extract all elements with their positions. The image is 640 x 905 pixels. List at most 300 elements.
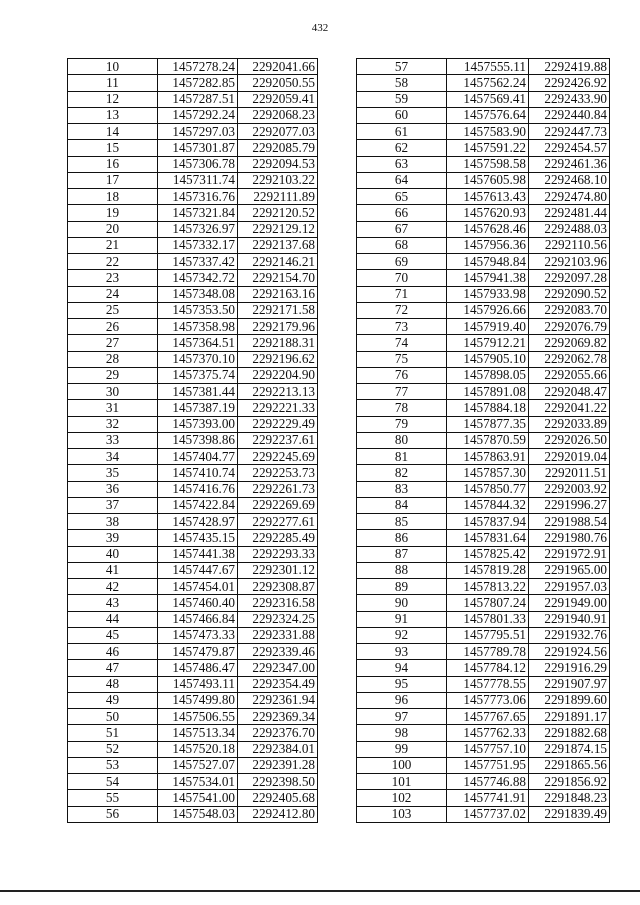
- point-number-cell: 40: [68, 546, 158, 562]
- x-coordinate-cell: 1457316.76: [158, 189, 238, 205]
- point-number-cell: 96: [357, 692, 447, 708]
- y-coordinate-cell: 2291907.97: [529, 676, 610, 692]
- table-row: [68, 432, 318, 448]
- point-number-cell: 43: [68, 595, 158, 611]
- y-coordinate-cell: 2292041.66: [238, 59, 318, 75]
- y-coordinate-cell: 2292068.23: [238, 107, 318, 123]
- table-row: [357, 725, 610, 741]
- point-number-cell: 23: [68, 270, 158, 286]
- x-coordinate-cell: 1457342.72: [158, 270, 238, 286]
- point-number-cell: 33: [68, 432, 158, 448]
- table-row: [357, 416, 610, 432]
- y-coordinate-cell: 2292419.88: [529, 59, 610, 75]
- x-coordinate-cell: 1457454.01: [158, 579, 238, 595]
- table-row: [357, 351, 610, 367]
- x-coordinate-cell: 1457813.22: [447, 579, 529, 595]
- point-number-cell: 81: [357, 449, 447, 465]
- y-coordinate-cell: 2292019.04: [529, 449, 610, 465]
- point-number-cell: 103: [357, 806, 447, 822]
- x-coordinate-cell: 1457499.80: [158, 692, 238, 708]
- y-coordinate-cell: 2291839.49: [529, 806, 610, 822]
- point-number-cell: 79: [357, 416, 447, 432]
- y-coordinate-cell: 2292481.44: [529, 205, 610, 221]
- table-row: [68, 725, 318, 741]
- point-number-cell: 21: [68, 237, 158, 253]
- x-coordinate-cell: 1457628.46: [447, 221, 529, 237]
- table-row: [357, 205, 610, 221]
- table-row: [357, 497, 610, 513]
- x-coordinate-cell: 1457773.06: [447, 692, 529, 708]
- point-number-cell: 85: [357, 514, 447, 530]
- y-coordinate-cell: 2292055.66: [529, 367, 610, 383]
- y-coordinate-cell: 2291924.56: [529, 644, 610, 660]
- point-number-cell: 92: [357, 627, 447, 643]
- y-coordinate-cell: 2291957.03: [529, 579, 610, 595]
- point-number-cell: 35: [68, 465, 158, 481]
- table-row: [68, 302, 318, 318]
- table-row: [357, 254, 610, 270]
- table-row: [68, 481, 318, 497]
- y-coordinate-cell: 2292461.36: [529, 156, 610, 172]
- x-coordinate-cell: 1457513.34: [158, 725, 238, 741]
- x-coordinate-cell: 1457933.98: [447, 286, 529, 302]
- x-coordinate-cell: 1457784.12: [447, 660, 529, 676]
- point-number-cell: 31: [68, 400, 158, 416]
- point-number-cell: 53: [68, 757, 158, 773]
- x-coordinate-cell: 1457486.47: [158, 660, 238, 676]
- table-row: [68, 741, 318, 757]
- x-coordinate-cell: 1457795.51: [447, 627, 529, 643]
- x-coordinate-cell: 1457479.87: [158, 644, 238, 660]
- table-row: [68, 790, 318, 806]
- y-coordinate-cell: 2292085.79: [238, 140, 318, 156]
- coordinates-table-right: [356, 58, 610, 823]
- x-coordinate-cell: 1457306.78: [158, 156, 238, 172]
- y-coordinate-cell: 2292261.73: [238, 481, 318, 497]
- y-coordinate-cell: 2292146.21: [238, 254, 318, 270]
- x-coordinate-cell: 1457506.55: [158, 709, 238, 725]
- x-coordinate-cell: 1457613.43: [447, 189, 529, 205]
- point-number-cell: 63: [357, 156, 447, 172]
- x-coordinate-cell: 1457762.33: [447, 725, 529, 741]
- x-coordinate-cell: 1457301.87: [158, 140, 238, 156]
- x-coordinate-cell: 1457905.10: [447, 351, 529, 367]
- table-row: [68, 124, 318, 140]
- y-coordinate-cell: 2292069.82: [529, 335, 610, 351]
- table-row: [357, 140, 610, 156]
- x-coordinate-cell: 1457844.32: [447, 497, 529, 513]
- x-coordinate-cell: 1457583.90: [447, 124, 529, 140]
- table-row: [68, 774, 318, 790]
- point-number-cell: 52: [68, 741, 158, 757]
- y-coordinate-cell: 2292103.22: [238, 172, 318, 188]
- table-row: [68, 384, 318, 400]
- table-row: [357, 481, 610, 497]
- y-coordinate-cell: 2292154.70: [238, 270, 318, 286]
- x-coordinate-cell: 1457422.84: [158, 497, 238, 513]
- y-coordinate-cell: 2292171.58: [238, 302, 318, 318]
- y-coordinate-cell: 2292003.92: [529, 481, 610, 497]
- x-coordinate-cell: 1457297.03: [158, 124, 238, 140]
- table-row: [68, 449, 318, 465]
- point-number-cell: 12: [68, 91, 158, 107]
- table-row: [357, 384, 610, 400]
- x-coordinate-cell: 1457364.51: [158, 335, 238, 351]
- table-row: [68, 286, 318, 302]
- x-coordinate-cell: 1457825.42: [447, 546, 529, 562]
- y-coordinate-cell: 2292097.28: [529, 270, 610, 286]
- table-row: [357, 221, 610, 237]
- y-coordinate-cell: 2291949.00: [529, 595, 610, 611]
- y-coordinate-cell: 2292433.90: [529, 91, 610, 107]
- table-row: [357, 286, 610, 302]
- x-coordinate-cell: 1457857.30: [447, 465, 529, 481]
- y-coordinate-cell: 2292137.68: [238, 237, 318, 253]
- table-row: [357, 692, 610, 708]
- point-number-cell: 75: [357, 351, 447, 367]
- point-number-cell: 29: [68, 367, 158, 383]
- y-coordinate-cell: 2292447.73: [529, 124, 610, 140]
- table-row: [68, 59, 318, 75]
- point-number-cell: 73: [357, 319, 447, 335]
- x-coordinate-cell: 1457348.08: [158, 286, 238, 302]
- y-coordinate-cell: 2291848.23: [529, 790, 610, 806]
- table-row: [357, 189, 610, 205]
- point-number-cell: 16: [68, 156, 158, 172]
- x-coordinate-cell: 1457282.85: [158, 75, 238, 91]
- y-coordinate-cell: 2292033.89: [529, 416, 610, 432]
- y-coordinate-cell: 2292245.69: [238, 449, 318, 465]
- point-number-cell: 42: [68, 579, 158, 595]
- y-coordinate-cell: 2292237.61: [238, 432, 318, 448]
- x-coordinate-cell: 1457562.24: [447, 75, 529, 91]
- y-coordinate-cell: 2291874.15: [529, 741, 610, 757]
- point-number-cell: 17: [68, 172, 158, 188]
- x-coordinate-cell: 1457598.58: [447, 156, 529, 172]
- table-row: [357, 59, 610, 75]
- y-coordinate-cell: 2292331.88: [238, 627, 318, 643]
- x-coordinate-cell: 1457466.84: [158, 611, 238, 627]
- point-number-cell: 22: [68, 254, 158, 270]
- table-row: [357, 335, 610, 351]
- table-row: [68, 189, 318, 205]
- y-coordinate-cell: 2292103.96: [529, 254, 610, 270]
- y-coordinate-cell: 2292440.84: [529, 107, 610, 123]
- x-coordinate-cell: 1457926.66: [447, 302, 529, 318]
- point-number-cell: 14: [68, 124, 158, 140]
- y-coordinate-cell: 2292426.92: [529, 75, 610, 91]
- x-coordinate-cell: 1457576.64: [447, 107, 529, 123]
- point-number-cell: 86: [357, 530, 447, 546]
- x-coordinate-cell: 1457620.93: [447, 205, 529, 221]
- x-coordinate-cell: 1457877.35: [447, 416, 529, 432]
- table-row: [68, 806, 318, 822]
- page-number: 432: [311, 22, 329, 34]
- point-number-cell: 26: [68, 319, 158, 335]
- y-coordinate-cell: 2291891.17: [529, 709, 610, 725]
- table-row: [68, 416, 318, 432]
- point-number-cell: 83: [357, 481, 447, 497]
- point-number-cell: 55: [68, 790, 158, 806]
- x-coordinate-cell: 1457410.74: [158, 465, 238, 481]
- x-coordinate-cell: 1457891.08: [447, 384, 529, 400]
- x-coordinate-cell: 1457884.18: [447, 400, 529, 416]
- x-coordinate-cell: 1457441.38: [158, 546, 238, 562]
- table-row: [357, 124, 610, 140]
- x-coordinate-cell: 1457778.55: [447, 676, 529, 692]
- point-number-cell: 34: [68, 449, 158, 465]
- point-number-cell: 78: [357, 400, 447, 416]
- table-row: [357, 562, 610, 578]
- table-row: [357, 91, 610, 107]
- table-row: [357, 676, 610, 692]
- y-coordinate-cell: 2291988.54: [529, 514, 610, 530]
- point-number-cell: 39: [68, 530, 158, 546]
- table-row: [357, 644, 610, 660]
- table-row: [357, 660, 610, 676]
- y-coordinate-cell: 2292398.50: [238, 774, 318, 790]
- x-coordinate-cell: 1457919.40: [447, 319, 529, 335]
- x-coordinate-cell: 1457381.44: [158, 384, 238, 400]
- x-coordinate-cell: 1457404.77: [158, 449, 238, 465]
- point-number-cell: 67: [357, 221, 447, 237]
- point-number-cell: 38: [68, 514, 158, 530]
- x-coordinate-cell: 1457473.33: [158, 627, 238, 643]
- x-coordinate-cell: 1457569.41: [447, 91, 529, 107]
- y-coordinate-cell: 2292221.33: [238, 400, 318, 416]
- y-coordinate-cell: 2292196.62: [238, 351, 318, 367]
- point-number-cell: 64: [357, 172, 447, 188]
- x-coordinate-cell: 1457278.24: [158, 59, 238, 75]
- x-coordinate-cell: 1457527.07: [158, 757, 238, 773]
- y-coordinate-cell: 2292293.33: [238, 546, 318, 562]
- table-row: [357, 514, 610, 530]
- table-row: [68, 692, 318, 708]
- y-coordinate-cell: 2292308.87: [238, 579, 318, 595]
- x-coordinate-cell: 1457555.11: [447, 59, 529, 75]
- y-coordinate-cell: 2291856.92: [529, 774, 610, 790]
- coordinates-table-left-body: [68, 59, 318, 823]
- x-coordinate-cell: 1457741.91: [447, 790, 529, 806]
- point-number-cell: 46: [68, 644, 158, 660]
- x-coordinate-cell: 1457393.00: [158, 416, 238, 432]
- table-row: [357, 546, 610, 562]
- x-coordinate-cell: 1457941.38: [447, 270, 529, 286]
- table-row: [68, 595, 318, 611]
- y-coordinate-cell: 2292094.53: [238, 156, 318, 172]
- y-coordinate-cell: 2292163.16: [238, 286, 318, 302]
- x-coordinate-cell: 1457912.21: [447, 335, 529, 351]
- point-number-cell: 45: [68, 627, 158, 643]
- table-row: [68, 562, 318, 578]
- table-row: [357, 237, 610, 253]
- table-row: [68, 335, 318, 351]
- point-number-cell: 30: [68, 384, 158, 400]
- point-number-cell: 18: [68, 189, 158, 205]
- point-number-cell: 28: [68, 351, 158, 367]
- point-number-cell: 101: [357, 774, 447, 790]
- y-coordinate-cell: 2291899.60: [529, 692, 610, 708]
- point-number-cell: 11: [68, 75, 158, 91]
- point-number-cell: 91: [357, 611, 447, 627]
- y-coordinate-cell: 2292301.12: [238, 562, 318, 578]
- y-coordinate-cell: 2292412.80: [238, 806, 318, 822]
- table-row: [357, 432, 610, 448]
- x-coordinate-cell: 1457321.84: [158, 205, 238, 221]
- point-number-cell: 62: [357, 140, 447, 156]
- bottom-rule: [0, 890, 640, 892]
- table-row: [68, 546, 318, 562]
- y-coordinate-cell: 2292179.96: [238, 319, 318, 335]
- y-coordinate-cell: 2292316.58: [238, 595, 318, 611]
- point-number-cell: 66: [357, 205, 447, 221]
- point-number-cell: 72: [357, 302, 447, 318]
- table-row: [357, 302, 610, 318]
- x-coordinate-cell: 1457311.74: [158, 172, 238, 188]
- y-coordinate-cell: 2292229.49: [238, 416, 318, 432]
- point-number-cell: 10: [68, 59, 158, 75]
- point-number-cell: 97: [357, 709, 447, 725]
- y-coordinate-cell: 2292361.94: [238, 692, 318, 708]
- x-coordinate-cell: 1457447.67: [158, 562, 238, 578]
- point-number-cell: 70: [357, 270, 447, 286]
- point-number-cell: 47: [68, 660, 158, 676]
- point-number-cell: 74: [357, 335, 447, 351]
- point-number-cell: 102: [357, 790, 447, 806]
- y-coordinate-cell: 2292026.50: [529, 432, 610, 448]
- table-row: [68, 530, 318, 546]
- x-coordinate-cell: 1457493.11: [158, 676, 238, 692]
- y-coordinate-cell: 2292090.52: [529, 286, 610, 302]
- point-number-cell: 44: [68, 611, 158, 627]
- x-coordinate-cell: 1457287.51: [158, 91, 238, 107]
- y-coordinate-cell: 2292048.47: [529, 384, 610, 400]
- y-coordinate-cell: 2292474.80: [529, 189, 610, 205]
- table-row: [68, 91, 318, 107]
- y-coordinate-cell: 2292077.03: [238, 124, 318, 140]
- y-coordinate-cell: 2291980.76: [529, 530, 610, 546]
- table-row: [68, 270, 318, 286]
- y-coordinate-cell: 2291882.68: [529, 725, 610, 741]
- y-coordinate-cell: 2292062.78: [529, 351, 610, 367]
- table-row: [68, 237, 318, 253]
- point-number-cell: 50: [68, 709, 158, 725]
- y-coordinate-cell: 2292188.31: [238, 335, 318, 351]
- x-coordinate-cell: 1457751.95: [447, 757, 529, 773]
- table-row: [68, 514, 318, 530]
- x-coordinate-cell: 1457387.19: [158, 400, 238, 416]
- y-coordinate-cell: 2292213.13: [238, 384, 318, 400]
- x-coordinate-cell: 1457428.97: [158, 514, 238, 530]
- y-coordinate-cell: 2292285.49: [238, 530, 318, 546]
- table-row: [357, 709, 610, 725]
- y-coordinate-cell: 2292468.10: [529, 172, 610, 188]
- x-coordinate-cell: 1457591.22: [447, 140, 529, 156]
- point-number-cell: 71: [357, 286, 447, 302]
- y-coordinate-cell: 2292391.28: [238, 757, 318, 773]
- table-row: [357, 319, 610, 335]
- y-coordinate-cell: 2292111.89: [238, 189, 318, 205]
- y-coordinate-cell: 2291996.27: [529, 497, 610, 513]
- x-coordinate-cell: 1457757.10: [447, 741, 529, 757]
- point-number-cell: 88: [357, 562, 447, 578]
- y-coordinate-cell: 2292204.90: [238, 367, 318, 383]
- point-number-cell: 48: [68, 676, 158, 692]
- coordinates-table-right-body: [357, 59, 610, 823]
- table-row: [357, 595, 610, 611]
- table-row: [68, 156, 318, 172]
- point-number-cell: 56: [68, 806, 158, 822]
- point-number-cell: 65: [357, 189, 447, 205]
- x-coordinate-cell: 1457370.10: [158, 351, 238, 367]
- x-coordinate-cell: 1457375.74: [158, 367, 238, 383]
- x-coordinate-cell: 1457870.59: [447, 432, 529, 448]
- y-coordinate-cell: 2292454.57: [529, 140, 610, 156]
- y-coordinate-cell: 2292076.79: [529, 319, 610, 335]
- x-coordinate-cell: 1457789.78: [447, 644, 529, 660]
- point-number-cell: 61: [357, 124, 447, 140]
- point-number-cell: 77: [357, 384, 447, 400]
- y-coordinate-cell: 2292347.00: [238, 660, 318, 676]
- point-number-cell: 37: [68, 497, 158, 513]
- x-coordinate-cell: 1457737.02: [447, 806, 529, 822]
- y-coordinate-cell: 2292384.01: [238, 741, 318, 757]
- x-coordinate-cell: 1457801.33: [447, 611, 529, 627]
- table-row: [357, 579, 610, 595]
- point-number-cell: 60: [357, 107, 447, 123]
- point-number-cell: 27: [68, 335, 158, 351]
- table-row: [357, 75, 610, 91]
- point-number-cell: 36: [68, 481, 158, 497]
- y-coordinate-cell: 2292405.68: [238, 790, 318, 806]
- table-row: [357, 465, 610, 481]
- x-coordinate-cell: 1457520.18: [158, 741, 238, 757]
- x-coordinate-cell: 1457460.40: [158, 595, 238, 611]
- table-row: [357, 270, 610, 286]
- y-coordinate-cell: 2292083.70: [529, 302, 610, 318]
- point-number-cell: 41: [68, 562, 158, 578]
- x-coordinate-cell: 1457863.91: [447, 449, 529, 465]
- table-row: [68, 254, 318, 270]
- table-row: [68, 75, 318, 91]
- x-coordinate-cell: 1457807.24: [447, 595, 529, 611]
- table-row: [68, 676, 318, 692]
- y-coordinate-cell: 2291965.00: [529, 562, 610, 578]
- point-number-cell: 82: [357, 465, 447, 481]
- y-coordinate-cell: 2291865.56: [529, 757, 610, 773]
- point-number-cell: 87: [357, 546, 447, 562]
- x-coordinate-cell: 1457337.42: [158, 254, 238, 270]
- point-number-cell: 19: [68, 205, 158, 221]
- y-coordinate-cell: 2292129.12: [238, 221, 318, 237]
- table-row: [68, 644, 318, 660]
- table-row: [357, 627, 610, 643]
- table-row: [68, 400, 318, 416]
- point-number-cell: 90: [357, 595, 447, 611]
- point-number-cell: 99: [357, 741, 447, 757]
- table-row: [68, 205, 318, 221]
- table-row: [357, 172, 610, 188]
- table-row: [357, 156, 610, 172]
- x-coordinate-cell: 1457956.36: [447, 237, 529, 253]
- point-number-cell: 69: [357, 254, 447, 270]
- table-row: [357, 790, 610, 806]
- x-coordinate-cell: 1457746.88: [447, 774, 529, 790]
- point-number-cell: 100: [357, 757, 447, 773]
- coordinates-table-left: [67, 58, 318, 823]
- x-coordinate-cell: 1457435.15: [158, 530, 238, 546]
- y-coordinate-cell: 2292354.49: [238, 676, 318, 692]
